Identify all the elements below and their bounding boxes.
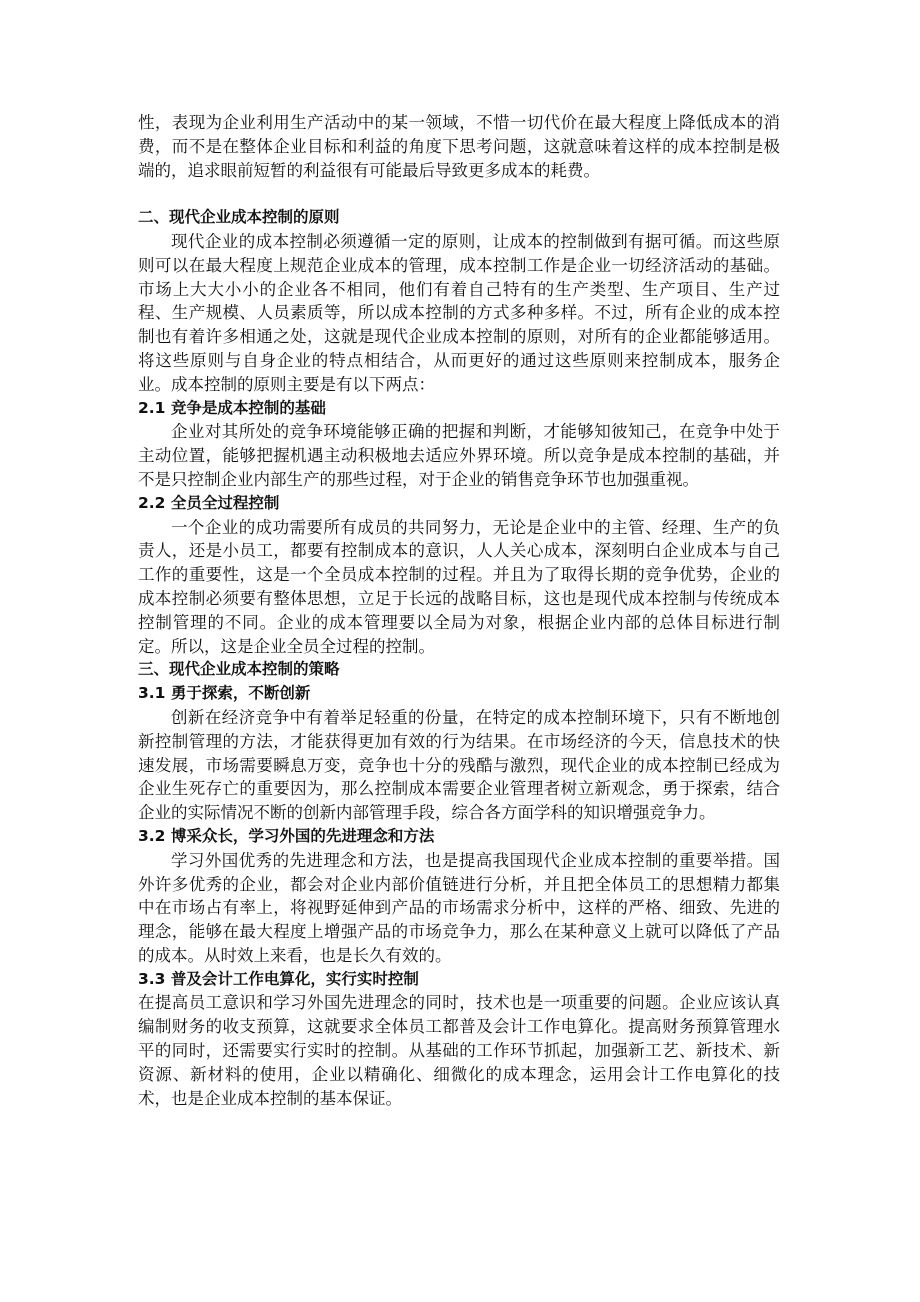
subsection-3-1-paragraph: 创新在经济竞争中有着举足轻重的份量，在特定的成本控制环境下，只有不断地创新控制管理的方法，才能获得更加有效的行为结果。在市场经济的今天，信息技术的快速发展，市场需要瞬息万变，竞争也十分的残酷与激烈，现代企业的成本控制已经成为企业生死存亡的重要因为，那么控制成本需要企业管理者树立新观念，勇于探索，结合企业的实际情况不断的创新内部管理手段，综合各方面学科的知识增强竞争力。 (138, 707, 780, 823)
intro-paragraph: 性，表现为企业利用生产活动中的某一领域，不惜一切代价在最大程度上降低成本的消费，而不是在整体企业目标和利益的角度下思考问题，这就意味着这样的成本控制是极端的，追求眼前短暂的利益很有可能最后导致更多成本的耗费。 (138, 113, 780, 180)
subsection-2-2-heading: 2.2 全员全过程控制 (138, 493, 280, 512)
subsection-3-3-paragraph: 在提高员工意识和学习外国先进理念的同时，技术也是一项重要的问题。企业应该认真编制财务的收支预算，这就要求全体员工都普及会计工作电算化。提高财务预算管理水平的同时，还需要实行实时的控制。从基础的工作环节抓起，加强新工艺、新技术、新资源、新材料的使用，企业以精确化、细微化的成本理念，运用会计工作电算化的技术，也是企业成本控制的基本保证。 (138, 993, 780, 1108)
subsection-2-1-heading: 2.1 竞争是成本控制的基础 (138, 398, 326, 417)
subsection-2-1-paragraph: 企业对其所处的竞争环境能够正确的把握和判断，才能够知彼知己，在竞争中处于主动位置，能够把握机遇主动积极地去适应外界环境。所以竞争是成本控制的基础，并不是只控制企业内部生产的那些过程，对于企业的销售竞争环节也加强重视。 (138, 422, 780, 489)
subsection-3-2-paragraph: 学习外国优秀的先进理念和方法，也是提高我国现代企业成本控制的重要举措。国外许多优秀的企业，都会对企业内部价值链进行分析，并且把全体员工的思想精力都集中在市场占有率上，将视野延伸到产品的市场需求分析中，这样的严格、细致、先进的理念，能够在最大程度上增强产品的市场竞争力，那么在某种意义上就可以降低了产品的成本。从时效上来看，也是长久有效的。 (138, 850, 780, 965)
subsection-3-2-heading: 3.2 博采众长，学习外国的先进理念和方法 (138, 826, 435, 845)
section-3-heading: 三、现代企业成本控制的策略 (138, 660, 340, 679)
document-page (138, 111, 780, 1110)
subsection-3-1-heading: 3.1 勇于探索，不断创新 (138, 684, 311, 703)
section-gap (138, 182, 780, 206)
subsection-2-2-paragraph: 一个企业的成功需要所有成员的共同努力，无论是企业中的主管、经理、生产的负责人，还是小员工，都要有控制成本的意识，人人关心成本，深刻明白企业成本与自己工作的重要性，这是一个全员成本控制的过程。并且为了取得长期的竞争优势，企业的成本控制必须要有整体思想，立足于长远的战略目标，这也是现代成本控制与传统成本控制管理的不同。企业的成本管理要以全局为对象，根据企业内部的总体目标进行制定。所以，这是企业全员全过程的控制。 (138, 517, 780, 656)
subsection-3-3-heading: 3.3 普及会计工作电算化，实行实时控制 (138, 969, 419, 988)
section-2-paragraph: 现代企业的成本控制必须遵循一定的原则，让成本的控制做到有据可循。而这些原则可以在最大程度上规范企业成本的管理，成本控制工作是企业一切经济活动的基础。市场上大大小小的企业各不相同，他们有着自己特有的生产类型、生产项目、生产过程、生产规模、人员素质等，所以成本控制的方式多种多样。不过，所有企业的成本控制也有着许多相通之处，这就是现代企业成本控制的原则，对所有的企业都能够适用。将这些原则与自身企业的特点相结合，从而更好的通过这些原则来控制成本，服务企业。成本控制的原则主要是有以下两点： (138, 231, 780, 394)
section-2-heading: 二、现代企业成本控制的原则 (138, 208, 340, 227)
